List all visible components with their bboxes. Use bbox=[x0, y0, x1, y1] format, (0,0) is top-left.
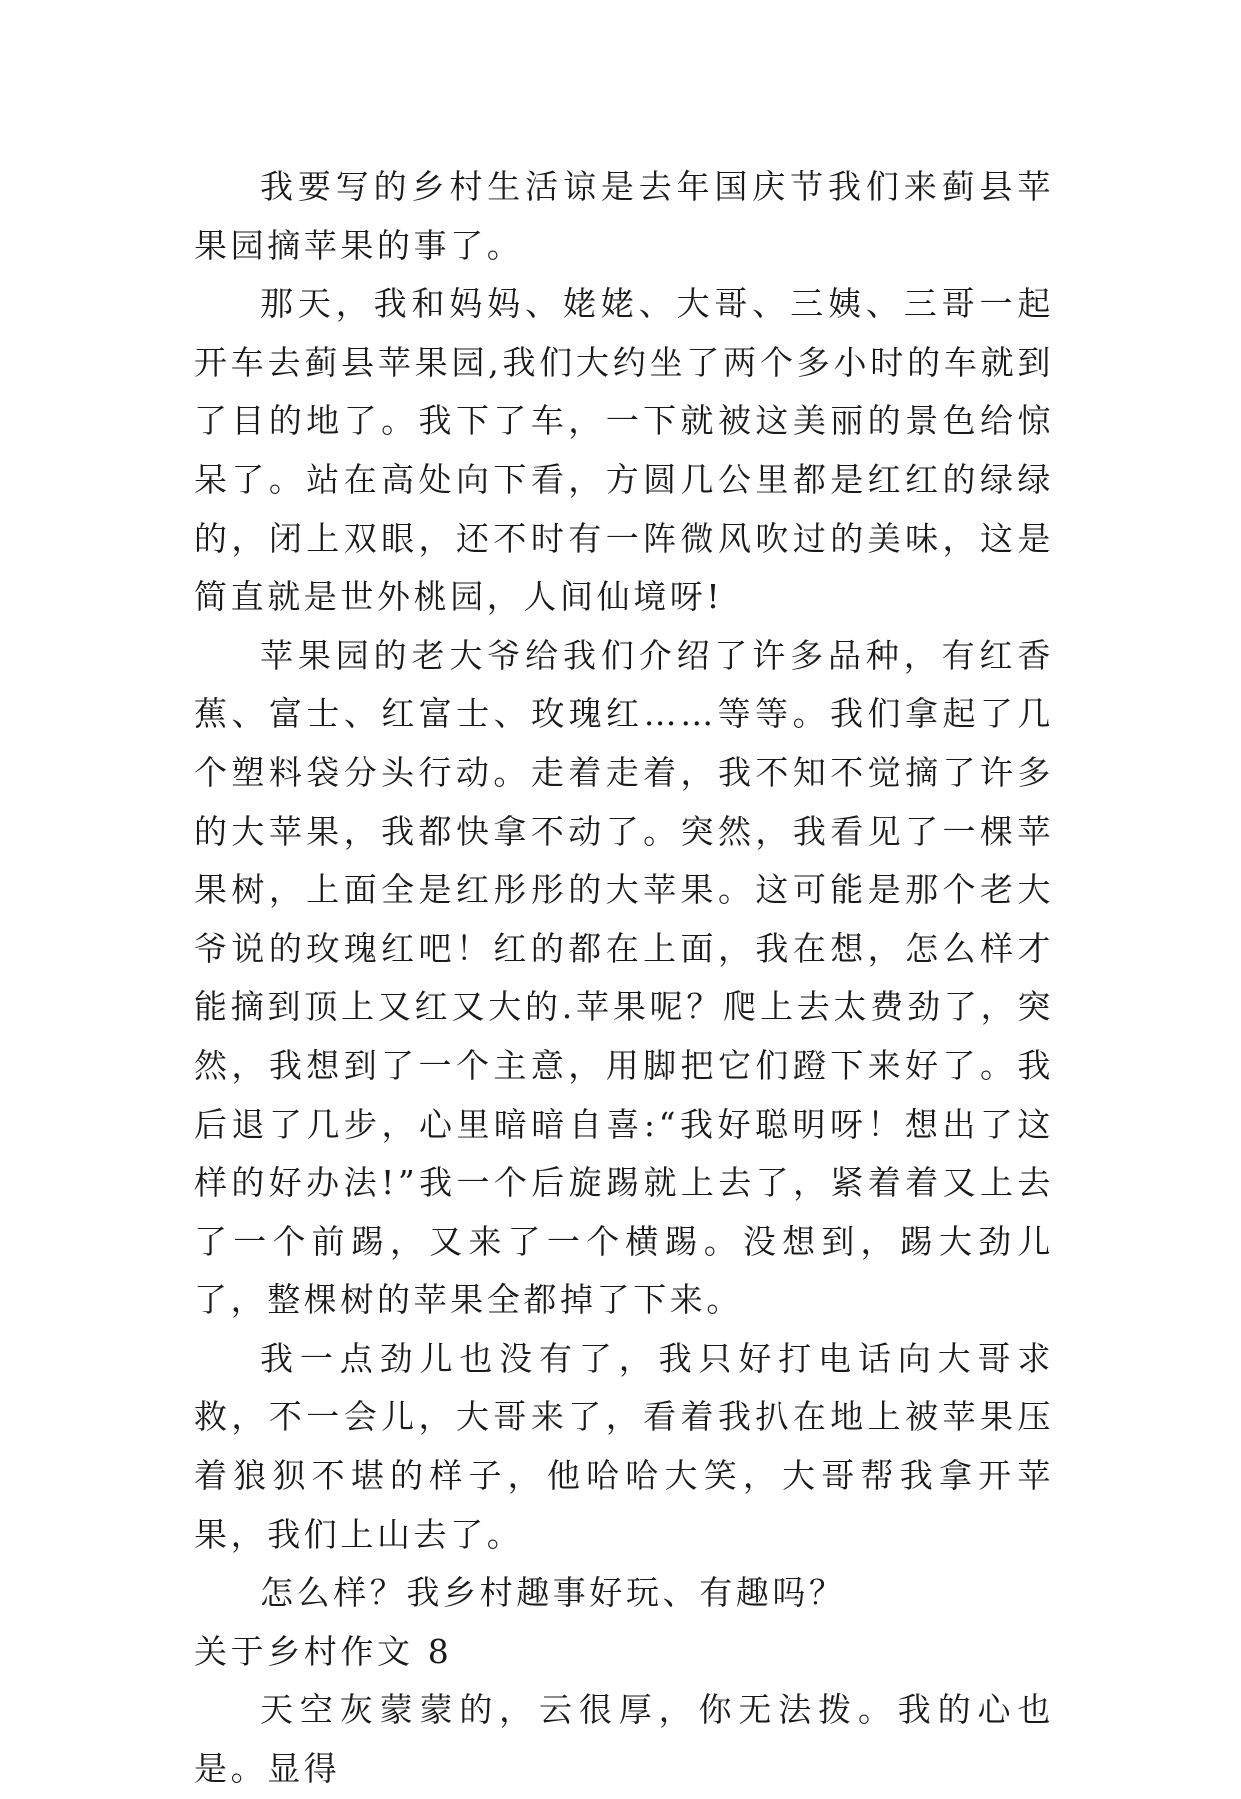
paragraph-closing-question: 怎么样？我乡村趣事好玩、有趣吗？ bbox=[260, 1573, 846, 1613]
document-page bbox=[194, 158, 1054, 1799]
section-title: 关于乡村作文 8 bbox=[194, 1631, 453, 1671]
paragraph-picking: 苹果园的老大爷给我们介绍了许多品种，有红香蕉、富士、红富士、玫瑰红……等等。我们拿起了几个塑料袋分头行动。走着走着，我不知不觉摘了许多的大苹果，我都快拿不动了。突然，我看见了一棵苹果树，上面全是红彤彤的大苹果。这可能是那个老大爷说的玫瑰红吧！红的都在上面，我在想，怎么样才能摘到顶上又红又大的.苹果呢？爬上去太费劲了，突然，我想到了一个主意，用脚把它们蹬下来好了。我后退了几步，心里暗暗自喜:“我好聪明呀！想出了这样的好办法!”我一个后旋踢就上去了，紧着着又上去了一个前踢，又来了一个横踢。没想到，踢大劲儿了，整棵树的苹果全都掉了下来。 bbox=[194, 635, 1054, 1320]
paragraph-intro: 我要写的乡村生活谅是去年国庆节我们来蓟县苹果园摘苹果的事了。 bbox=[194, 167, 1054, 265]
paragraph-next-essay: 天空灰蒙蒙的，云很厚，你无法拨。我的心也是。显得 bbox=[194, 1690, 1054, 1789]
paragraph-rescue: 我一点劲儿也没有了，我只好打电话向大哥求救，不一会儿，大哥来了，看着我扒在地上被苹果压着狼狈不堪的样子，他哈哈大笑，大哥帮我拿开苹果，我们上山去了。 bbox=[194, 1338, 1054, 1554]
paragraph-arrival: 那天，我和妈妈、姥姥、大哥、三姨、三哥一起开车去蓟县苹果园,我们大约坐了两个多小时的车就到了目的地了。我下了车，一下就被这美丽的景色给惊呆了。站在高处向下看，方圆几公里都是红红的绿绿的，闭上双眼，还不时有一阵微风吹过的美味，这是简直就是世外桃园，人间仙境呀! bbox=[194, 284, 1054, 617]
